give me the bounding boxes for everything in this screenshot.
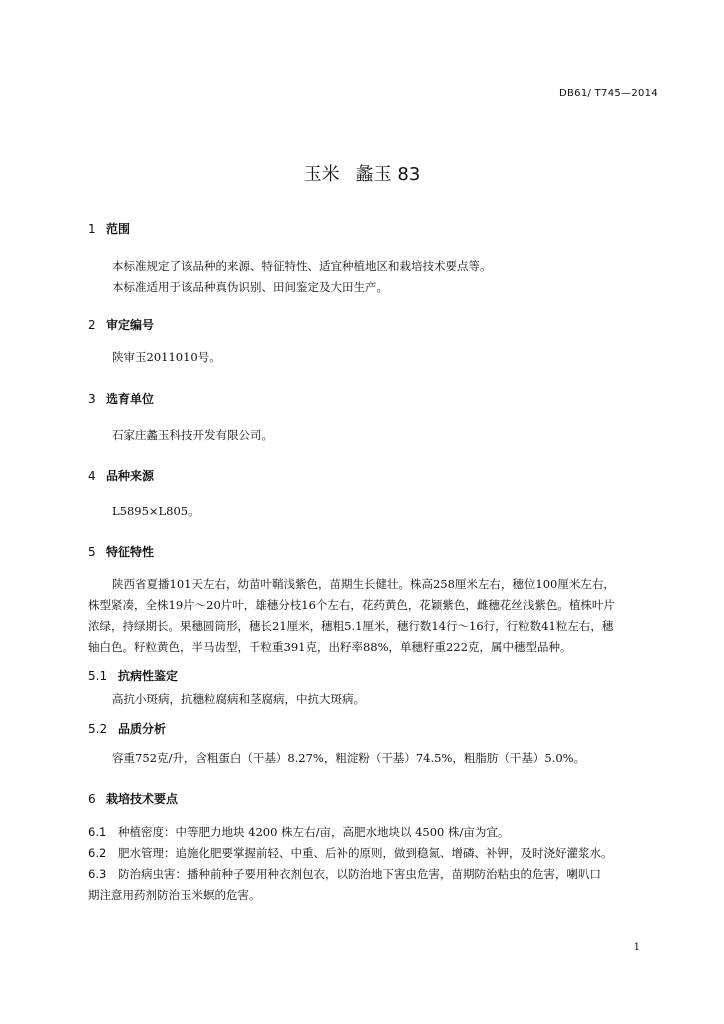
section-heading-2: 2 审定编号 bbox=[88, 318, 155, 332]
section-body-6 bbox=[88, 822, 656, 906]
section-body-5-2: 容重752克/升，含粗蛋白（干基）8.27%，粗淀粉（干基）74.5%，粗脂肪（干基）5.0%。 bbox=[112, 751, 586, 765]
section-heading-5: 5 特征特性 bbox=[88, 545, 155, 559]
section-heading-4: 4 品种来源 bbox=[88, 469, 155, 483]
title-variety: 蠡玉 83 bbox=[355, 164, 421, 185]
section-heading-1: 1 范围 bbox=[88, 222, 131, 236]
section-heading-6: 6 栽培技术要点 bbox=[88, 792, 179, 806]
section-body-4: L5895×L805。 bbox=[112, 504, 200, 518]
section-body-3: 石家庄蠡玉科技开发有限公司。 bbox=[112, 428, 273, 442]
section-heading-3: 3 选育单位 bbox=[88, 392, 155, 406]
section-body-5: 陕西省夏播101天左右，幼苗叶鞘浅紫色，苗期生长健壮。株高258厘米左右，穗位100厘米左右， 株型紧凑，全株19片～20片叶，雄穗分枝16个左右，花药黄色，花颖紫色，雌穗花丝浅紫色。植株叶片 浓绿，持绿期长。果穗圆筒形，穗长21厘米，穗粗5.1厘米，穗行数14行～16行，行粒数41粒左右，穗 轴白色。籽粒黄色，半马齿型，千粒重391克，出籽率88%，单穗籽重222克，属中穗型品种。 bbox=[88, 577, 615, 654]
section-body-2: 陕审玉2011010号。 bbox=[112, 350, 221, 364]
section-heading-5-1: 5.1 抗病性鉴定 bbox=[88, 669, 179, 683]
list-item: 6.3 防治病虫害：播种前种子要用种衣剂包衣，以防治地下害虫危害，苗期防治粘虫的危害，喇叭口 bbox=[88, 867, 601, 881]
list-item-continuation: 期注意用药剂防治玉米螟的危害。 bbox=[88, 888, 261, 902]
section-body-5-1: 高抗小斑病，抗穗粒腐病和茎腐病，中抗大斑病。 bbox=[112, 692, 365, 706]
section-body-1: 本标准规定了该品种的来源、特征特性、适宜种植地区和栽培技术要点等。 本标准适用于该品种真伪识别、田间鉴定及大田生产。 bbox=[112, 259, 492, 294]
section-heading-5-2: 5.2 品质分析 bbox=[88, 722, 167, 736]
list-item: 6.1 种植密度：中等肥力地块 4200 株左右/亩，高肥水地块以 4500 株/亩为宜。 bbox=[88, 825, 510, 839]
title-crop: 玉米 bbox=[303, 164, 340, 185]
standard-code: DB61/ T745—2014 bbox=[559, 88, 658, 99]
list-item: 6.2 肥水管理：追施化肥要掌握前轻、中重、后补的原则，做到稳氮、增磷、补钾，及时浇好灌浆水。 bbox=[88, 846, 613, 860]
document-title bbox=[0, 160, 724, 186]
page-number: 1 bbox=[633, 942, 640, 953]
